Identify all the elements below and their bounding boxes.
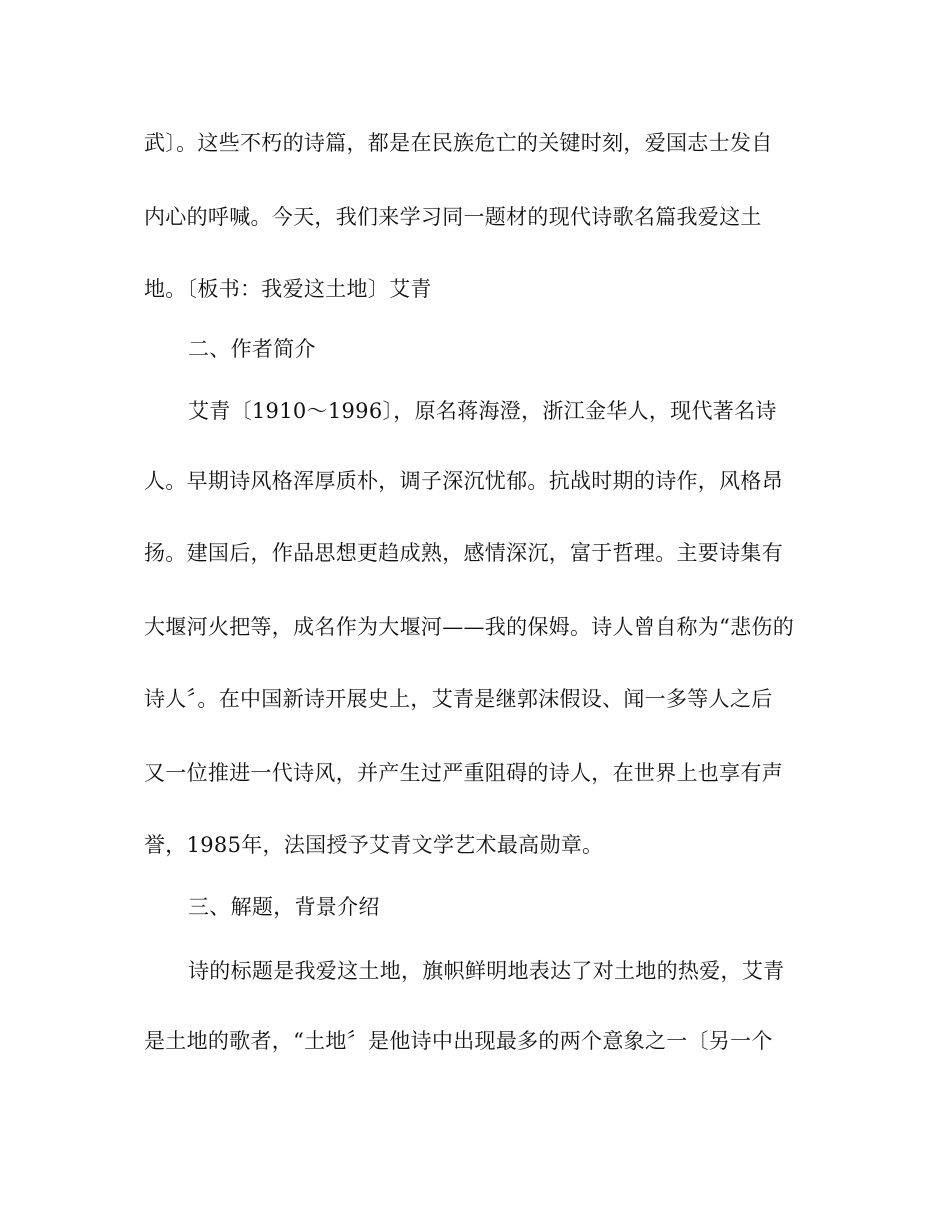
section-heading-background: 三、解题，背景介绍 <box>188 895 380 919</box>
text-line: 大堰河火把等，成名作为大堰河——我的保姆。诗人曾自称为“悲伤的 <box>144 615 795 639</box>
text-line: 内心的呼喊。今天，我们来学习同一题材的现代诗歌名篇我爱这土 <box>144 205 762 229</box>
text-line: 是土地的歌者，“土地〞是他诗中出现最多的两个意象之一〔另一个 <box>144 1029 773 1053</box>
text-line: 地。〔板书：我爱这土地〕艾青 <box>144 277 432 301</box>
paragraph-start: 诗的标题是我爱这土地，旗帜鲜明地表达了对土地的热爱，艾青 <box>188 959 785 983</box>
text-line: 人。早期诗风格浑厚质朴，调子深沉忧郁。抗战时期的诗作，风格昂 <box>144 469 783 493</box>
text-line: 扬。建国后，作品思想更趋成熟，感情深沉，富于哲理。主要诗集有 <box>144 541 783 565</box>
text-line: 誉，1985年，法国授予艾青文学艺术最高勋章。 <box>144 833 604 857</box>
text-line: 诗人〞。在中国新诗开展史上，艾青是继郭沫假设、闻一多等人之后 <box>144 687 773 711</box>
paragraph-start: 艾青〔1910～1996〕，原名蒋海澄，浙江金华人，现代著名诗 <box>188 399 777 423</box>
text-line: 武〕。这些不朽的诗篇，都是在民族危亡的关键时刻，爱国志士发自 <box>144 131 773 155</box>
text-line: 又一位推进一代诗风，并产生过严重阻碍的诗人，在世界上也享有声 <box>144 761 783 785</box>
section-heading-author: 二、作者简介 <box>188 337 316 361</box>
